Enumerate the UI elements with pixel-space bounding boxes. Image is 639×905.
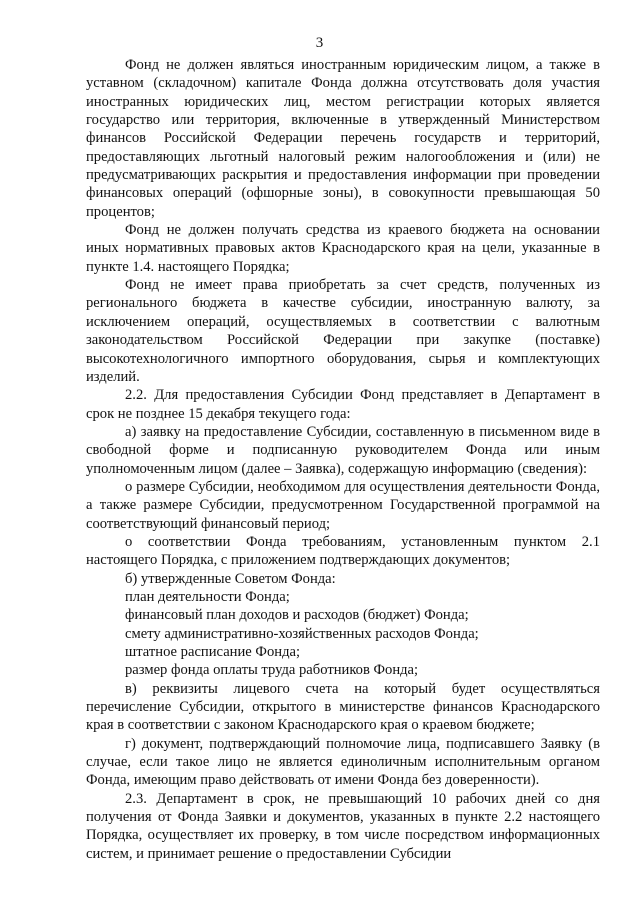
list-item-financial-plan: финансовый план доходов и расходов (бюджет) Фонда; xyxy=(125,607,469,624)
paragraph-section-2-3: 2.3. Департамент в срок, не превышающий 10 рабочих дней со дня получения от Фонда Заявки и документов, указанных в пункте 2.2 настоящего Порядка, осуществляет их проверку, в том числе посредством информационных систем, и принимает решение о предоставлении Субсидии xyxy=(86,790,600,862)
list-item-payroll-fund: размер фонда оплаты труда работников Фонда; xyxy=(125,662,419,679)
paragraph-fund-compliance: о соответствии Фонда требованиям, установленным пунктом 2.1 настоящего Порядка, с приложением подтверждающих документов; xyxy=(86,533,600,569)
paragraph-offshore-requirement: Фонд не должен являться иностранным юридическим лицом, а также в уставном (складочном) капитале Фонда должна отсутствовать доля участия иностранных юридических лиц, местом регистрации которых является государство или территория, включенные в утвержденный Министерством финансов Российской Федерации перечень государств и территорий, предоставляющих льготный налоговый режим налогообложения и (или) не предусматривающих раскрытия и предоставления информации при проведении финансовых операций (офшорные зоны), в совокупности превышающая 50 процентов; xyxy=(86,57,600,220)
paragraph-section-2-2: 2.2. Для предоставления Субсидии Фонд представляет в Департамент в срок не позднее 15 декабря текущего года: xyxy=(86,387,600,422)
page-number: 3 xyxy=(315,35,324,51)
paragraph-item-a: а) заявку на предоставление Субсидии, составленную в письменном виде в свободной форме и подписанную руководителем Фонда или иным уполномоченным лицом (далее – Заявка), содержащую информацию (сведения): xyxy=(86,423,600,477)
document-body xyxy=(86,56,600,863)
paragraph-item-g: г) документ, подтверждающий полномочие лица, подписавшего Заявку (в случае, если такое лицо не является единоличным исполнительным органом Фонда, имеющим право действовать от имени Фонда без доверенности). xyxy=(86,735,600,789)
list-item-admin-estimate: смету административно-хозяйственных расходов Фонда; xyxy=(125,625,479,642)
list-item-activity-plan: план деятельности Фонда; xyxy=(125,588,290,605)
paragraph-item-v: в) реквизиты лицевого счета на который будет осуществляться перечисление Субсидии, открытого в министерстве финансов Краснодарского края в соответствии с законом Краснодарского края о краевом бюджете; xyxy=(86,680,600,734)
paragraph-subsidy-size: о размере Субсидии, необходимом для осуществления деятельности Фонда, а также размере Субсидии, предусмотренном Государственной программой на соответствующий финансовый период; xyxy=(86,478,600,532)
paragraph-foreign-currency: Фонд не имеет права приобретать за счет средств, полученных из регионального бюджета в качестве субсидии, иностранную валюту, за исключением операций, осуществляемых в соответствии с валютным законодательством Российской Федерации при закупке (поставке) высокотехнологичного импортного оборудования, сырья и комплектующих изделий. xyxy=(86,277,600,385)
paragraph-regional-budget: Фонд не должен получать средства из краевого бюджета на основании иных нормативных правовых актов Краснодарского края на цели, указанные в пункте 1.4. настоящего Порядка; xyxy=(86,222,600,275)
paragraph-item-b: б) утвержденные Советом Фонда: xyxy=(125,570,336,587)
list-item-staff-schedule: штатное расписание Фонда; xyxy=(125,644,301,660)
